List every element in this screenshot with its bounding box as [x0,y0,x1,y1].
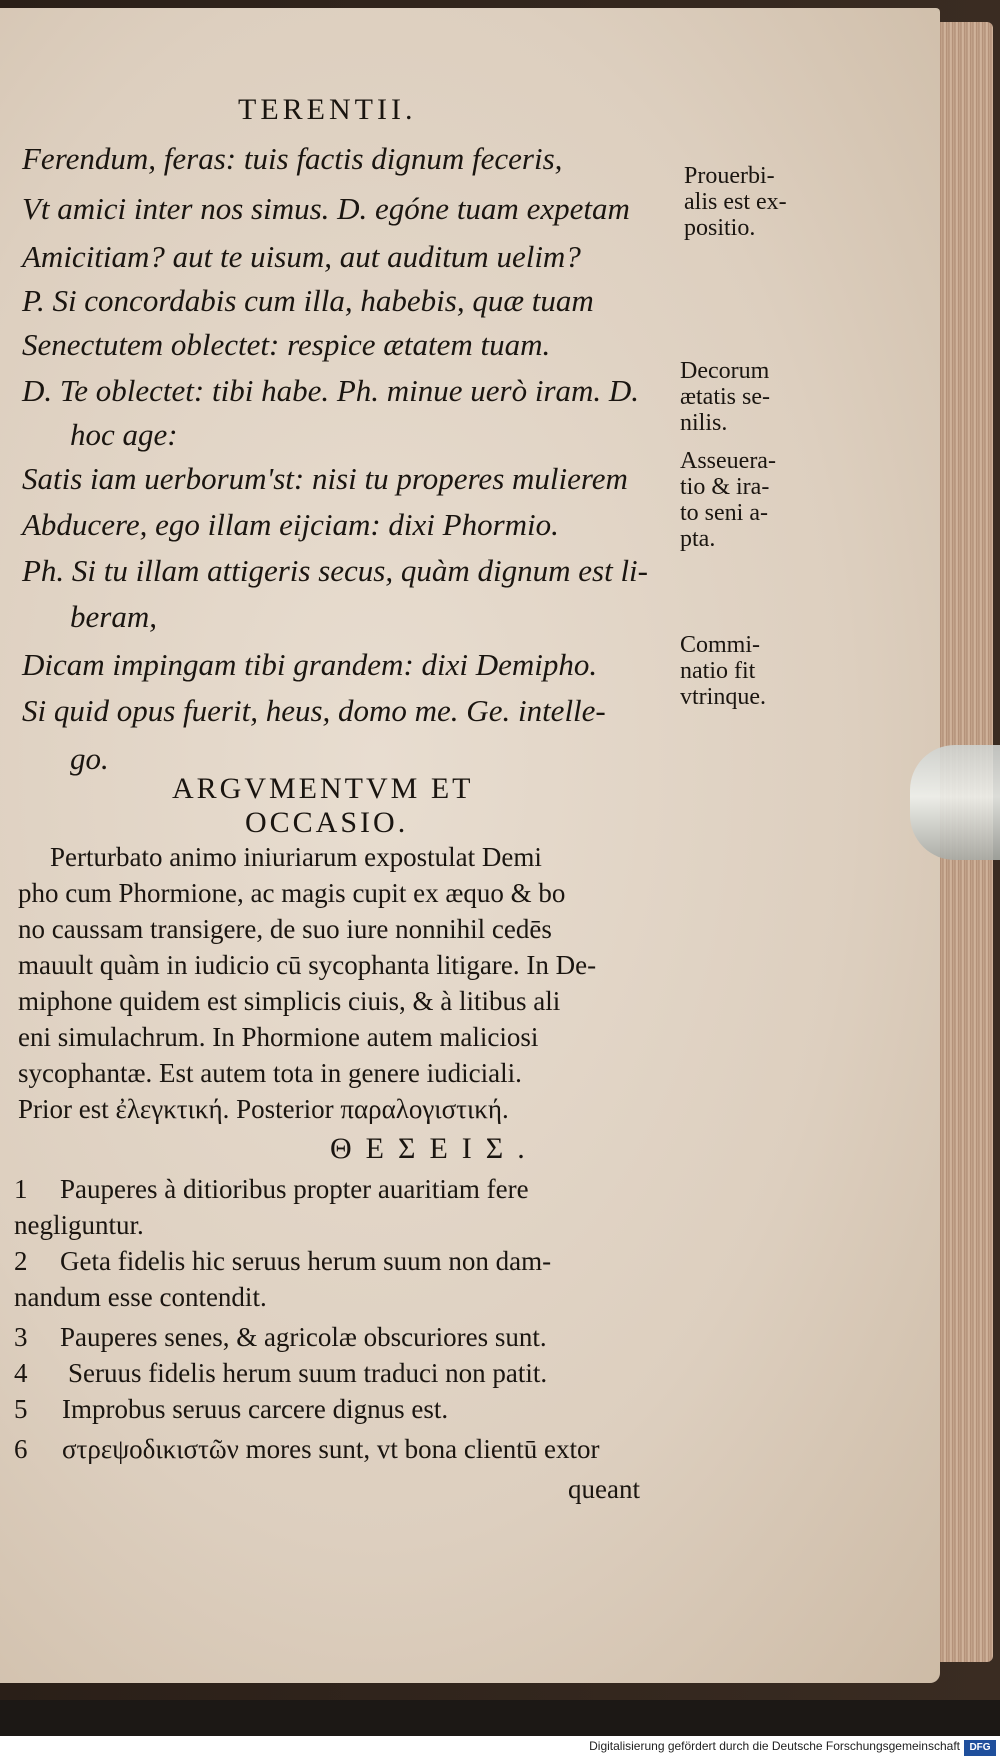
verse-line: Senectutem oblectet: respice ætatem tuam. [22,327,551,362]
verse-line: hoc age: [70,417,178,452]
theses-heading: ΘΕΣΕΙΣ. [330,1132,539,1165]
verse-line: Vt amici inter nos simus. D. egóne tuam expetam [22,191,630,226]
thesis-line: Seruus fidelis herum suum traduci non patit. [68,1358,548,1388]
verse-line: go. [70,741,109,776]
argument-line: mauult quàm in iudicio cū sycophanta litigare. In De- [18,950,597,980]
verse-line: P. Si concordabis cum illa, habebis, quæ tuam [22,283,594,318]
verse-line: Amicitiam? aut te uisum, aut auditum uelim? [22,239,581,274]
thesis-number: 5 [14,1394,28,1424]
verse-line: Ph. Si tu illam attigeris secus, quàm dignum est li- [22,553,648,588]
thesis-line: negliguntur. [14,1210,144,1240]
marginal-note: Commi- natio fit vtrinque. [680,632,766,710]
thesis-line: nandum esse contendit. [14,1282,267,1312]
argument-heading: OCCASIO. [245,806,409,839]
argument-line: pho cum Phormione, ac magis cupit ex æquo & bo [18,878,566,908]
argument-line: eni simulachrum. In Phormione autem maliciosi [18,1022,539,1052]
thesis-line: στρεψοδικιστῶν mores sunt, vt bona clientū extor [62,1434,600,1464]
catchword: queant [568,1474,640,1504]
thesis-line: Pauperes à ditioribus propter auaritiam fere [60,1174,529,1204]
marginal-note: Prouerbi- alis est ex- positio. [684,163,787,241]
argument-line: miphone quidem est simplicis ciuis, & à litibus ali [18,986,561,1016]
running-head: TERENTII. [238,93,417,126]
digitization-footer [0,1736,1000,1760]
verse-line: D. Te oblectet: tibi habe. Ph. minue uerò iram. D. [22,373,640,408]
thesis-line: Pauperes senes, & agricolæ obscuriores sunt. [60,1322,547,1352]
thesis-line: Geta fidelis hic seruus herum suum non dam- [60,1246,552,1276]
verse-line: Satis iam uerborum'st: nisi tu properes mulierem [22,461,628,496]
thesis-number: 3 [14,1322,28,1352]
argument-line: no caussam transigere, de suo iure nonnihil cedēs [18,914,552,944]
marginal-note: Asseuera- tio & ira- to seni a- pta. [680,448,776,552]
verse-line: Dicam impingam tibi grandem: dixi Demipho. [22,647,598,682]
argument-line: Perturbato animo iniuriarum expostulat Demi [50,842,542,872]
page-clip [910,745,1000,860]
thesis-number: 1 [14,1174,28,1204]
verse-line: Si quid opus fuerit, heus, domo me. Ge. intelle- [22,693,606,728]
thesis-number: 6 [14,1434,28,1464]
thesis-number: 2 [14,1246,28,1276]
thesis-line: Improbus seruus carcere dignus est. [62,1394,449,1424]
argument-heading: ARGVMENTVM ET [172,772,474,805]
verse-line: Abducere, ego illam eijciam: dixi Phormio. [22,507,559,542]
dfg-logo: DFG [964,1740,996,1756]
marginal-note: Decorum ætatis se- nilis. [680,358,770,436]
footer-credit: Digitalisierung gefördert durch die Deutsche Forschungsgemeinschaft [589,1739,960,1753]
thesis-number: 4 [14,1358,28,1388]
argument-line: sycophantæ. Est autem tota in genere iudiciali. [18,1058,522,1088]
argument-line: Prior est ἐλεγκτική. Posterior παραλογιστική. [18,1094,509,1124]
verse-line: Ferendum, feras: tuis factis dignum feceris, [22,141,563,176]
verse-line: beram, [70,599,157,634]
